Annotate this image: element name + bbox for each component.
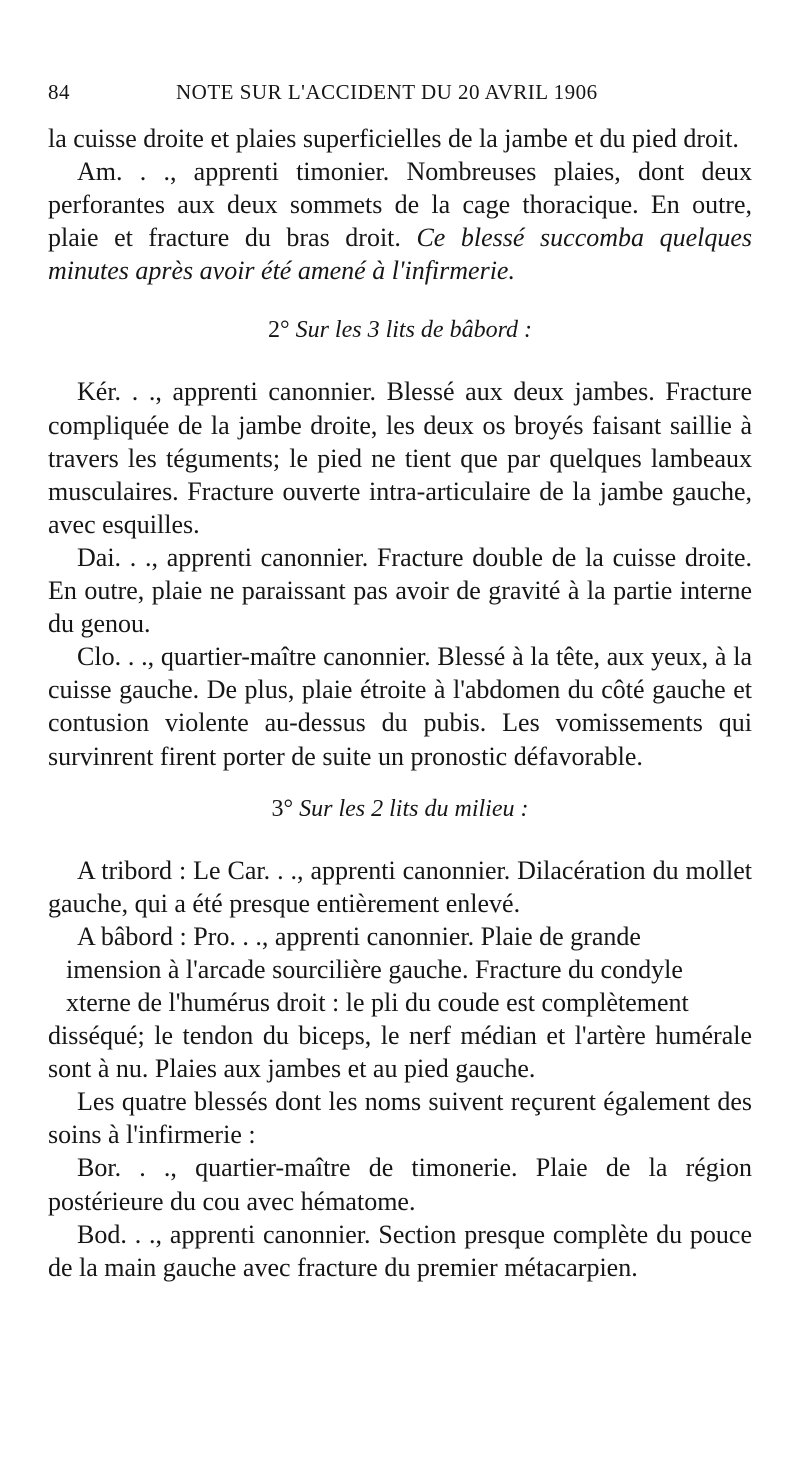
section-heading-3: [48, 793, 752, 826]
section-heading-2-number: 2°: [267, 317, 290, 344]
paragraph-am-text: Am. . ., apprenti timonier. Nombreuses plaies, dont deux perforantes aux deux sommets de la cage thoracique. En outre, plaie et fracture du bras droit.: [48, 157, 752, 253]
body-text: [48, 122, 752, 1284]
paragraph-quatre-blesses: Les quatre blessés dont les noms suivent reçurent également des soins à l'infirmerie :: [48, 1087, 752, 1150]
running-title: NOTE SUR L'ACCIDENT DU 20 AVRIL 1906: [176, 80, 598, 104]
section-heading-2: [48, 314, 752, 347]
paragraph-bod: Bod. . ., apprenti canonnier. Section presque complète du pouce de la main gauche avec fracture du premier métacarpien.: [48, 1219, 752, 1282]
running-head: [48, 80, 752, 122]
section-heading-2-label: Sur les 3 lits de bâbord :: [295, 317, 533, 344]
page-number: 84: [48, 80, 70, 104]
paragraph-clo: Clo. . ., quartier-maître canonnier. Blessé à la tête, aux yeux, à la cuisse gauche. De plus, plaie étroite à l'abdomen du côté gauche et contusion violente au-dessus du pubis. Les vomissements qui survinrent firent porter de suite un pronostic défavorable.: [48, 642, 752, 771]
paragraph-babord-line1: A bâbord : Pro. . ., apprenti canonnier. Plaie de grande: [77, 921, 641, 951]
section-heading-3-number: 3°: [271, 795, 294, 822]
paragraph-ker: Kér. . ., apprenti canonnier. Blessé aux deux jambes. Fracture compliquée de la jambe droite, les deux os broyés faisant saillie à travers les téguments; le pied ne tient que par quelques lambeaux musculaires. Fracture ouverte intra-articulaire de la jambe gauche, avec esquilles.: [48, 377, 752, 539]
paragraph-babord-line3: xterne de l'humérus droit : le pli du coude est complètement: [66, 987, 689, 1017]
paragraph-dai: Dai. . ., apprenti canonnier. Fracture double de la cuisse droite. En outre, plaie ne paraissant pas avoir de gravité à la partie interne du genou.: [48, 542, 752, 639]
paragraph-continuation: la cuisse droite et plaies superficielles de la jambe et du pied droit.: [48, 124, 739, 153]
paragraph-tribord: A tribord : Le Car. . ., apprenti canonnier. Dilacération du mollet gauche, qui a été presque entièrement enlevé.: [48, 855, 752, 918]
book-page: [48, 80, 752, 1284]
paragraph-bor: Bor. . ., quartier-maître de timonerie. Plaie de la région postérieure du cou avec hématome.: [48, 1153, 752, 1216]
paragraph-babord-rest: disséqué; le tendon du biceps, le nerf médian et l'artère humérale sont à nu. Plaies aux jambes et au pied gauche.: [48, 1021, 752, 1084]
paragraph-am: [48, 155, 752, 287]
section-heading-3-label: Sur les 2 lits du milieu :: [299, 795, 529, 822]
paragraph-babord-line2: imension à l'arcade sourcilière gauche. Fracture du condyle: [66, 954, 683, 984]
paragraph-am-italic: Ce blessé succomba quelques minutes après avoir été amené à l'infirmerie.: [48, 223, 753, 286]
